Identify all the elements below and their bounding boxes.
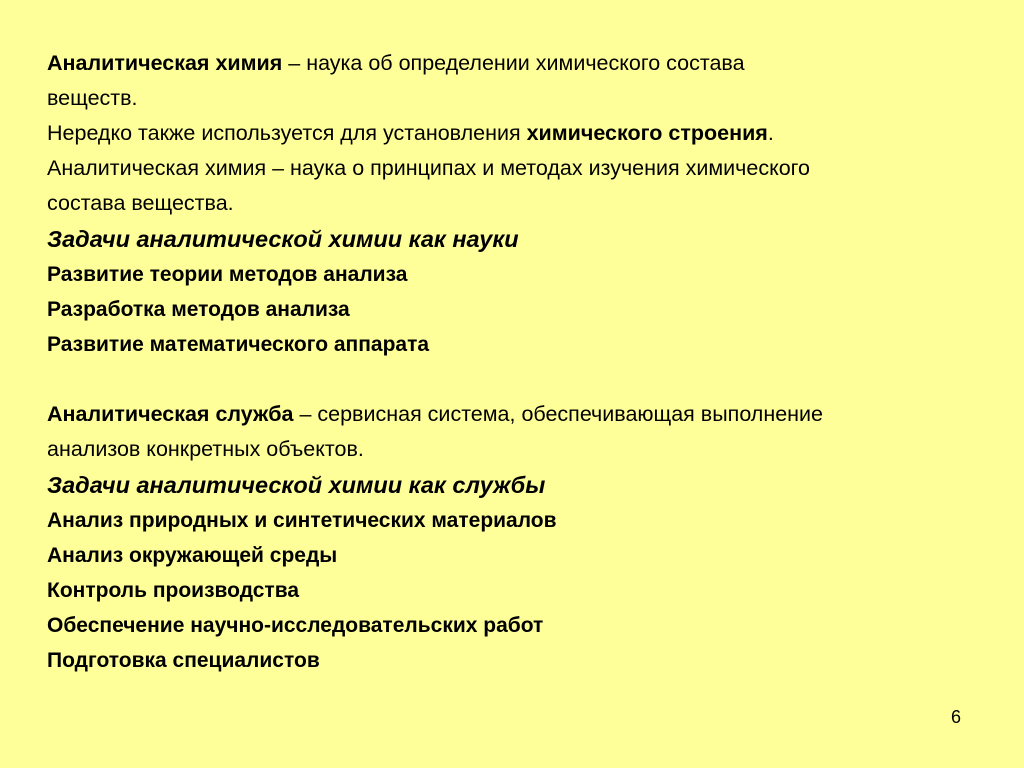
definition-line: Аналитическая химия – наука о принципах и методах изучения химического	[47, 156, 810, 180]
science-task-item: Развитие математического аппарата	[47, 333, 430, 356]
service-task-item: Анализ окружающей среды	[47, 544, 338, 567]
page-number: 6	[951, 707, 962, 727]
term-analytical-chemistry: Аналитическая химия	[47, 51, 283, 75]
definition-text: .	[767, 121, 774, 145]
definition-text: – сервисная система, обеспечивающая выполнение	[293, 402, 824, 426]
service-task-item: Контроль производства	[47, 579, 300, 602]
service-task-item: Анализ природных и синтетических материалов	[47, 509, 557, 532]
service-task-item: Обеспечение научно-исследовательских работ	[47, 614, 544, 637]
term-chemical-structure: химического строения	[526, 121, 768, 145]
service-definition-line: анализов конкретных объектов.	[47, 437, 364, 461]
service-task-item: Подготовка специалистов	[47, 649, 320, 672]
definition-line	[47, 46, 987, 81]
definition-line	[47, 116, 987, 151]
slide-content	[47, 46, 987, 678]
service-definition-line	[47, 397, 987, 432]
science-task-item: Развитие теории методов анализа	[47, 263, 408, 286]
service-tasks-heading: Задачи аналитической химии как службы	[47, 472, 546, 498]
term-analytical-service: Аналитическая служба	[47, 402, 294, 426]
science-tasks-heading: Задачи аналитической химии как науки	[47, 226, 519, 252]
definition-line: веществ.	[47, 86, 138, 110]
definition-line: состава вещества.	[47, 191, 234, 215]
science-task-item: Разработка методов анализа	[47, 298, 350, 321]
definition-text: – наука об определении химического состава	[282, 51, 745, 75]
definition-text: Нередко также используется для установления	[47, 121, 527, 145]
spacer	[47, 362, 987, 397]
